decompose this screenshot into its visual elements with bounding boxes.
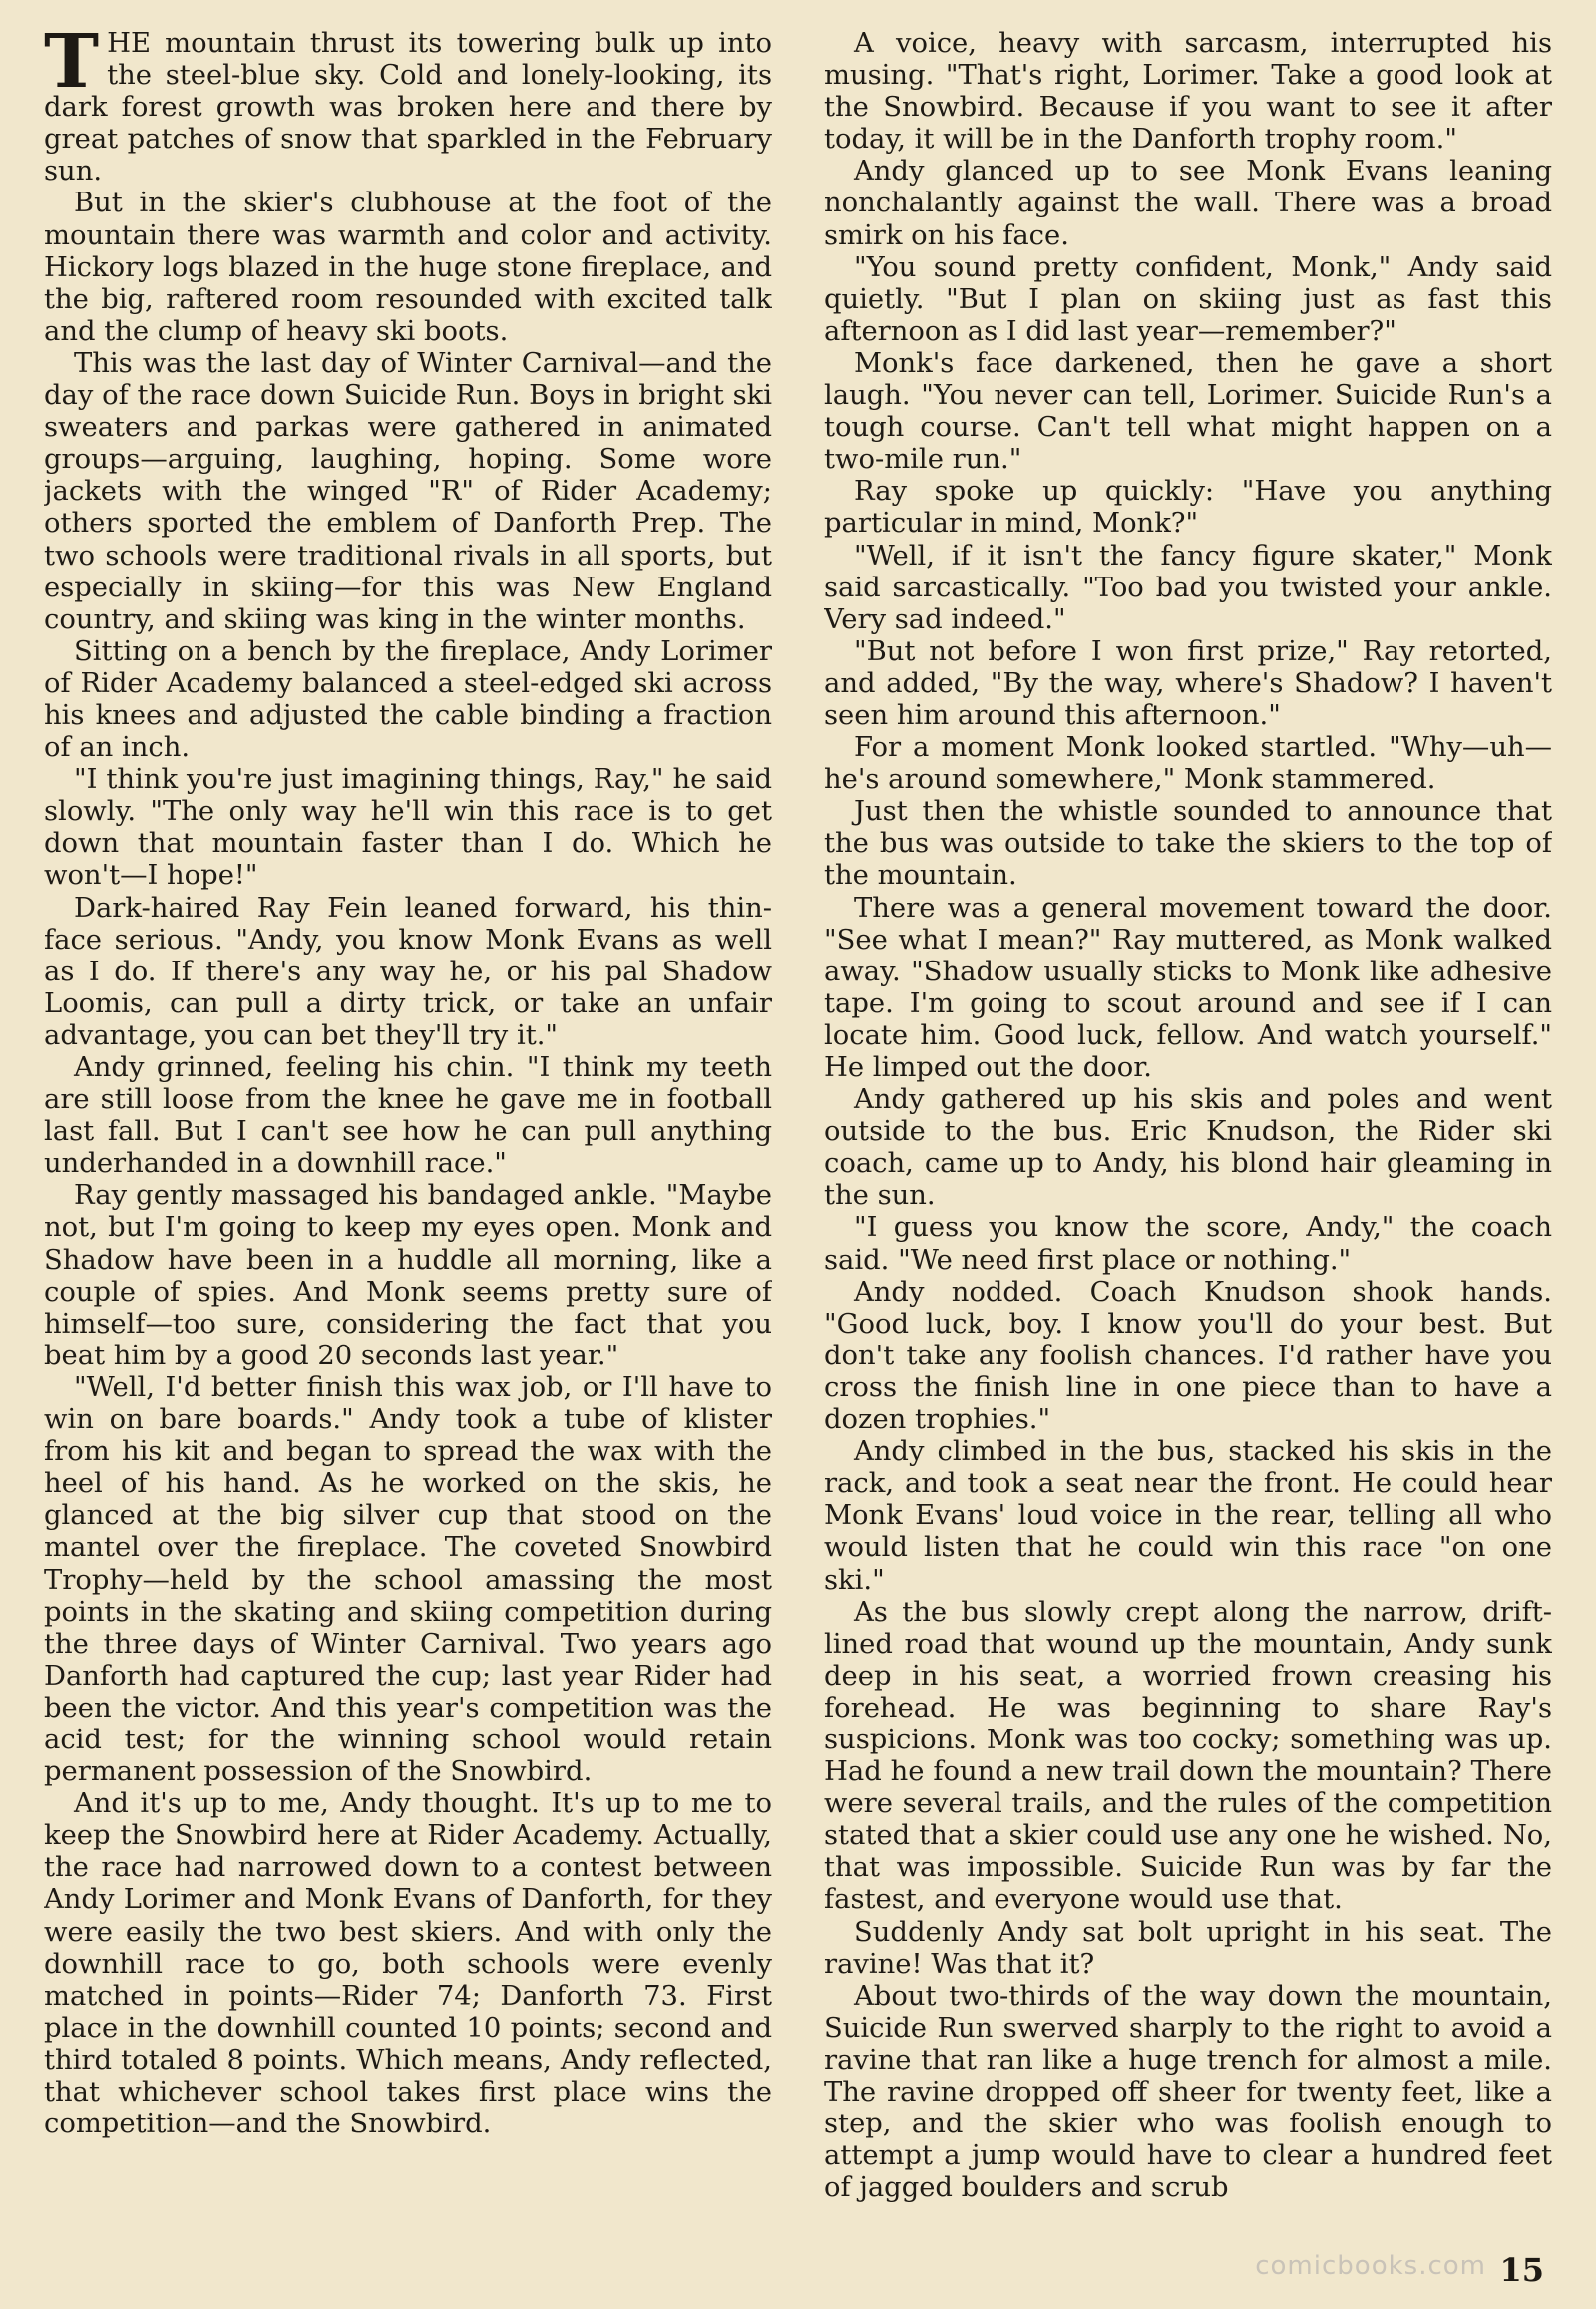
site-watermark: comicbooks.com: [1255, 2251, 1486, 2281]
paragraph: Ray gently massaged his bandaged ankle. "Maybe not, but I'm going to keep my eyes open. Monk and Shadow have been in a huddle all morning, like a couple of spies. And Monk seems pretty sure of himself—too sure, considering the fact that you beat him by a good 20 seconds last year.": [44, 1180, 772, 1371]
paragraph: Andy climbed in the bus, stacked his skis in the rack, and took a seat near the front. He could hear Monk Evans' loud voice in the rear, telling all who would listen that he could win this race "on one ski.": [824, 1436, 1552, 1596]
paragraph: "I guess you know the score, Andy," the coach said. "We need first place or nothing.": [824, 1212, 1552, 1276]
paragraph: As the bus slowly crept along the narrow, drift-lined road that wound up the mountain, Andy sunk deep in his seat, a worried frown creasing his forehead. He was beginning to share Ray's suspicions. Monk was too cocky; something was up. Had he found a new trail down the mountain? There were several trails, and the rules of the competition stated that a skier could use any one he wished. No, that was impossible. Suicide Run was by far the fastest, and everyone would use that.: [824, 1596, 1552, 1916]
paragraph: This was the last day of Winter Carnival—and the day of the race down Suicide Run. Boys in bright ski sweaters and parkas were gathered in animated groups—arguing, laughing, hoping. Some wore jackets with the winged "R" of Rider Academy; others sported the emblem of Danforth Prep. The two schools were traditional rivals in all sports, but especially in skiing—for this was New England country, and skiing was king in the winter months.: [44, 347, 772, 635]
left-column: [44, 28, 772, 2242]
paragraph: For a moment Monk looked startled. "Why—uh—he's around somewhere," Monk stammered.: [824, 732, 1552, 796]
paragraph: "But not before I won first prize," Ray retorted, and added, "By the way, where's Shadow? I haven't seen him around this afternoon.": [824, 635, 1552, 731]
paragraph: A voice, heavy with sarcasm, interrupted his musing. "That's right, Lorimer. Take a good look at the Snowbird. Because if you want to see it after today, it will be in the Danforth trophy room.": [824, 28, 1552, 156]
paragraph: Andy nodded. Coach Knudson shook hands. "Good luck, boy. I know you'll do your best. But don't take any foolish chances. I'd rather have you cross the finish line in one piece than to have a dozen trophies.": [824, 1276, 1552, 1436]
paragraph: There was a general movement toward the door. "See what I mean?" Ray muttered, as Monk walked away. "Shadow usually sticks to Monk like adhesive tape. I'm going to scout around and see if I can locate him. Good luck, fellow. And watch yourself." He limped out the door.: [824, 892, 1552, 1083]
paragraph: But in the skier's clubhouse at the foot of the mountain there was warmth and color and activity. Hickory logs blazed in the huge stone fireplace, and the big, raftered room resounded with excited talk and the clump of heavy ski boots.: [44, 188, 772, 347]
paragraph: Andy glanced up to see Monk Evans leaning nonchalantly against the wall. There was a broad smirk on his face.: [824, 156, 1552, 251]
paragraph: Andy grinned, feeling his chin. "I think my teeth are still loose from the knee he gave me in football last fall. But I can't see how he can pull anything underhanded in a downhill race.": [44, 1052, 772, 1180]
drop-cap: T: [44, 28, 100, 105]
paragraph: Just then the whistle sounded to announce that the bus was outside to take the skiers to the top of the mountain.: [824, 796, 1552, 892]
paragraph: "I think you're just imagining things, Ray," he said slowly. "The only way he'll win this race is to get down that mountain faster than I do. Which he won't—I hope!": [44, 764, 772, 892]
paragraph: About two-thirds of the way down the mountain, Suicide Run swerved sharply to the right to avoid a ravine that ran like a huge trench for almost a mile. The ravine dropped off sheer for twenty feet, like a step, and the skier who was foolish enough to attempt a jump would have to clear a hundred feet of jagged boulders and scrub: [824, 1980, 1552, 2204]
paragraph: Monk's face darkened, then he gave a short laugh. "You never can tell, Lorimer. Suicide Run's a tough course. Can't tell what might happen on a two-mile run.": [824, 347, 1552, 476]
paragraph: Ray spoke up quickly: "Have you anything particular in mind, Monk?": [824, 476, 1552, 540]
paragraph: "Well, I'd better finish this wax job, or I'll have to win on bare boards." Andy took a tube of klister from his kit and began to spread the wax with the heel of his hand. As he worked on the skis, he glanced at the big silver cup that stood on the mantel over the fireplace. The coveted Snowbird Trophy—held by the school amassing the most points in the skating and skiing competition during the three days of Winter Carnival. Two years ago Danforth had captured the cup; last year Rider had been the victor. And this year's competition was the acid test; for the winning school would retain permanent possession of the Snowbird.: [44, 1371, 772, 1788]
paragraph-opening: [44, 28, 772, 188]
right-column: [824, 28, 1552, 2242]
paragraph: "Well, if it isn't the fancy figure skater," Monk said sarcastically. "Too bad you twisted your ankle. Very sad indeed.": [824, 540, 1552, 635]
opening-text: HE mountain thrust its towering bulk up into the steel-blue sky. Cold and lonely-looking, its dark forest growth was broken here and there by great patches of snow that sparkled in the February sun.: [44, 28, 772, 188]
paragraph: "You sound pretty confident, Monk," Andy said quietly. "But I plan on skiing just as fast this afternoon as I did last year—remember?": [824, 251, 1552, 347]
page-number: 15: [1499, 2251, 1544, 2289]
paragraph: Sitting on a bench by the fireplace, Andy Lorimer of Rider Academy balanced a steel-edged ski across his knees and adjusted the cable binding a fraction of an inch.: [44, 635, 772, 764]
paragraph: And it's up to me, Andy thought. It's up to me to keep the Snowbird here at Rider Academy. Actually, the race had narrowed down to a contest between Andy Lorimer and Monk Evans of Danforth, for they were easily the two best skiers. And with only the downhill race to go, both schools were evenly matched in points—Rider 74; Danforth 73. First place in the downhill counted 10 points; second and third totaled 8 points. Which means, Andy reflected, that whichever school takes first place wins the competition—and the Snowbird.: [44, 1788, 772, 2140]
paragraph: Andy gathered up his skis and poles and went outside to the bus. Eric Knudson, the Rider ski coach, came up to Andy, his blond hair gleaming in the sun.: [824, 1084, 1552, 1212]
paragraph: Dark-haired Ray Fein leaned forward, his thin-face serious. "Andy, you know Monk Evans as well as I do. If there's any way he, or his pal Shadow Loomis, can pull a dirty trick, or take an unfair advantage, you can bet they'll try it.": [44, 892, 772, 1051]
paragraph: Suddenly Andy sat bolt upright in his seat. The ravine! Was that it?: [824, 1916, 1552, 1980]
